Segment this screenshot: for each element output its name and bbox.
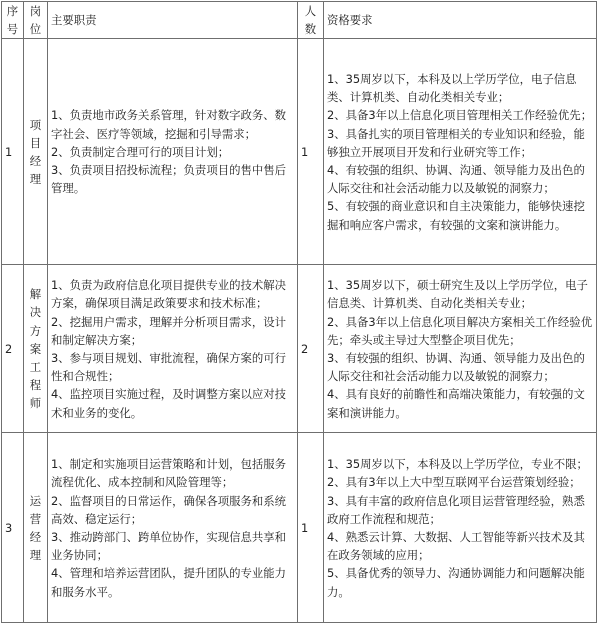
- row-seq: 2: [2, 265, 24, 433]
- requirement-item: 3、有较强的组织、协调、沟通、领导能力及出色的人际交往和社会活动能力以及敏锐的洞察力；: [327, 350, 585, 384]
- header-row: [2, 2, 597, 39]
- duty-item: 1、制定和实施项目运营策略和计划，包括服务流程优化、成本控制和风险管理等；: [51, 457, 287, 490]
- requirement-item: 5、具备优秀的领导力、沟通协调能力和问题解决能力。: [327, 566, 585, 599]
- duty-item: 1、负责地市政务关系管理，针对数字政务、数字社会、医疗等领域，挖掘和引导需求；: [51, 108, 287, 141]
- requirement-item: 4、熟悉云计算、大数据、人工智能等新兴技术及其在政务领域的应用；: [327, 529, 585, 563]
- header-seq: 序 号: [2, 2, 24, 39]
- duty-item: 1、负责为政府信息化项目提供专业的技术解决方案，确保项目满足政策要求和技术标准；: [51, 278, 287, 311]
- duty-item: 2、挖掘用户需求，理解并分析项目需求，设计和制定解决方案；: [51, 314, 287, 347]
- row-position: 项 目 经 理: [24, 39, 48, 265]
- row-seq: 1: [2, 39, 24, 265]
- duty-item: 2、监督项目的日常运作，确保各项服务和系统高效、稳定运行；: [51, 493, 287, 526]
- row-duties: [48, 39, 298, 265]
- row-position: 运 营 经 理: [24, 433, 48, 623]
- row-count: 1: [298, 39, 324, 265]
- duty-item: 4、管理和培养运营团队，提升团队的专业能力和服务水平。: [51, 566, 287, 599]
- row-count: 1: [298, 433, 324, 623]
- duty-item: 4、监控项目实施过程，及时调整方案以应对技术和业务的变化。: [51, 387, 287, 420]
- duty-item: 2、负责制定合理可行的项目计划；: [51, 144, 230, 159]
- header-duties: 主要职责: [48, 2, 298, 39]
- requirement-item: 2、具备3年以上信息化项目解决方案相关工作经验优先；牵头或主导过大型整企项目优先；: [327, 314, 593, 347]
- requirement-item: 3、具备扎实的项目管理相关的专业知识和经验，能够独立开展项目开发和行业研究等工作；: [327, 126, 585, 159]
- header-position: 岗 位: [24, 2, 48, 39]
- table-row: [2, 433, 597, 623]
- header-count: 人 数: [298, 2, 324, 39]
- table-row: [2, 265, 597, 433]
- requirement-item: 2、具有3年以上大中型互联网平台运营策划经验；: [327, 475, 581, 490]
- requirement-item: 2、具备3年以上信息化项目管理相关工作经验优先；: [327, 108, 593, 123]
- recruitment-table: [1, 1, 597, 623]
- table-row: [2, 39, 597, 265]
- requirement-item: 1、35周岁以下，本科及以上学历学位，电子信息类、计算机类、自动化类相关专业；: [327, 71, 577, 105]
- row-requirements: [324, 39, 597, 265]
- requirement-item: 4、有较强的组织、协调、沟通、领导能力及出色的人际交往和社会活动能力以及敏锐的洞察力；: [327, 163, 585, 196]
- row-count: 2: [298, 265, 324, 433]
- row-requirements: [324, 433, 597, 623]
- row-duties: [48, 433, 298, 623]
- row-duties: [48, 265, 298, 433]
- duty-item: 3、参与项目规划、审批流程，确保方案的可行性和合规性；: [51, 350, 287, 384]
- duty-item: 3、推动跨部门、跨单位协作，实现信息共享和业务协同；: [51, 529, 287, 563]
- requirement-item: 3、具有丰富的政府信息化项目运营管理经验，熟悉政府工作流程和规范；: [327, 493, 585, 526]
- duty-item: 3、负责项目招投标流程；负责项目的售中售后管理。: [51, 163, 287, 196]
- row-position: 解 决 方 案 工 程 师: [24, 265, 48, 433]
- row-seq: 3: [2, 433, 24, 623]
- requirement-item: 5、有较强的商业意识和自主决策能力，能够快速挖掘和响应客户需求，有较强的文案和演讲能力。: [327, 199, 585, 232]
- requirement-item: 4、具有良好的前瞻性和高端决策能力，有较强的文案和演讲能力。: [327, 387, 585, 420]
- requirement-item: 1、35周岁以下，硕士研究生及以上学历学位，电子信息类、计算机类、自动化类相关专业；: [327, 278, 588, 311]
- row-requirements: [324, 265, 597, 433]
- header-requirements: 资格要求: [324, 2, 597, 39]
- requirement-item: 1、35周岁以下，本科及以上学历学位，专业不限；: [327, 457, 588, 472]
